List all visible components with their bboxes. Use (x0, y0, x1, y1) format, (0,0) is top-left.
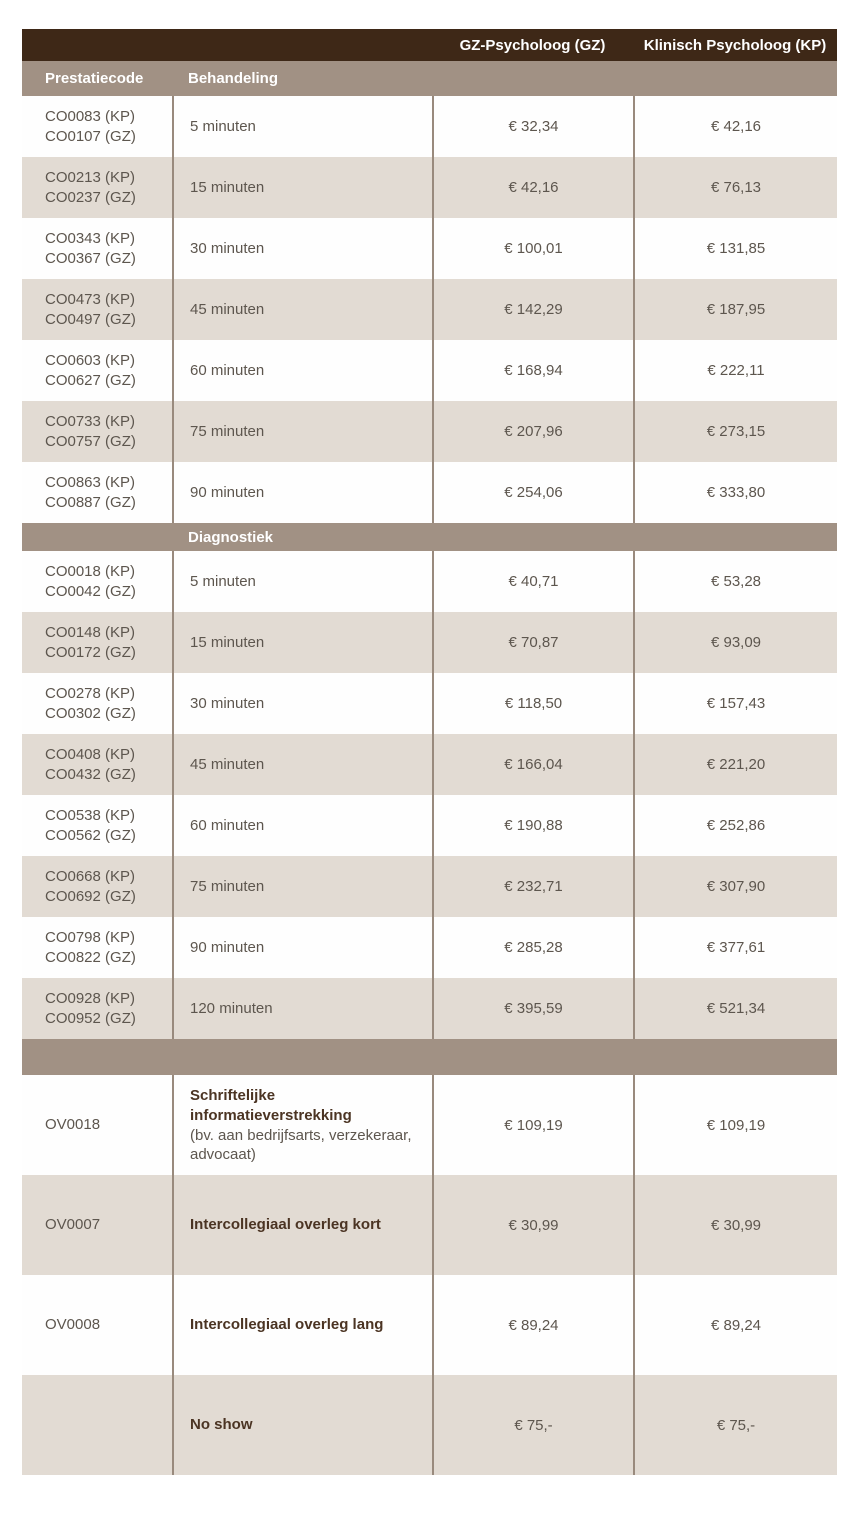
behandeling-cell (172, 157, 432, 218)
prestatiecode-cell (22, 612, 172, 673)
behandeling-label: 30 minuten (190, 239, 265, 257)
prestatiecode-cell (22, 1275, 172, 1375)
prestatiecode-value: CO0733 (KP) (45, 412, 136, 430)
behandeling-cell (172, 673, 432, 734)
prestatiecode-cell (22, 340, 172, 401)
gz-price-cell: € 168,94 (432, 340, 633, 401)
subheader-band (22, 61, 837, 96)
table-row (22, 673, 837, 734)
prestatiecode-value: OV0007 (45, 1216, 101, 1233)
prestatiecode-cell (22, 218, 172, 279)
behandeling-cell (172, 917, 432, 978)
behandeling-cell (172, 1275, 432, 1375)
prestatiecode-cell (22, 917, 172, 978)
kp-price-cell: € 273,15 (633, 401, 837, 462)
behandeling-label: 30 minuten (190, 694, 265, 712)
gz-price-cell: € 254,06 (432, 462, 633, 523)
kp-price-cell: € 93,09 (633, 612, 837, 673)
behandeling-cell (172, 279, 432, 340)
prestatiecode-value: CO0213 (KP) (45, 168, 136, 186)
prestatiecode-value: CO0148 (KP) (45, 623, 136, 641)
table-body (22, 96, 837, 1475)
gz-price-cell: € 100,01 (432, 218, 633, 279)
behandeling-cell (172, 401, 432, 462)
prestatiecode-value: CO0237 (GZ) (45, 188, 136, 206)
table-row (22, 340, 837, 401)
gz-price-cell: € 142,29 (432, 279, 633, 340)
prestatiecode-cell (22, 96, 172, 157)
behandeling-label: 75 minuten (190, 877, 265, 895)
behandeling-cell (172, 1375, 432, 1475)
prestatiecode-value: CO0863 (KP) (45, 473, 136, 491)
prestatiecode-value: CO0278 (KP) (45, 684, 136, 702)
gz-price-cell: € 190,88 (432, 795, 633, 856)
behandeling-sublabel: (bv. aan bedrijfsarts, verzekeraar, advocaat) (190, 1127, 412, 1163)
kp-price-cell: € 377,61 (633, 917, 837, 978)
table-row (22, 551, 837, 612)
prestatiecode-value: CO0408 (KP) (45, 745, 136, 763)
prestatiecode-value: CO0302 (GZ) (45, 704, 136, 722)
behandeling-label: 90 minuten (190, 483, 265, 501)
behandeling-cell (172, 978, 432, 1039)
tariff-table (22, 29, 837, 1475)
behandeling-label: 60 minuten (190, 816, 265, 834)
table-row (22, 218, 837, 279)
behandeling-cell (172, 462, 432, 523)
kp-price-cell: € 187,95 (633, 279, 837, 340)
prestatiecode-cell (22, 401, 172, 462)
gz-price-cell: € 89,24 (432, 1275, 633, 1375)
behandeling-cell (172, 96, 432, 157)
kp-price-cell: € 75,- (633, 1375, 837, 1475)
gz-price-cell: € 75,- (432, 1375, 633, 1475)
behandeling-label: 15 minuten (190, 178, 265, 196)
kp-price-cell: € 42,16 (633, 96, 837, 157)
gz-price-cell: € 232,71 (432, 856, 633, 917)
prestatiecode-cell (22, 1175, 172, 1275)
behandeling-label: 45 minuten (190, 300, 265, 318)
prestatiecode-value: CO0822 (GZ) (45, 948, 136, 966)
kp-price-cell: € 131,85 (633, 218, 837, 279)
behandeling-cell (172, 340, 432, 401)
behandeling-cell (172, 612, 432, 673)
table-row (22, 1275, 837, 1375)
behandeling-label: 15 minuten (190, 633, 265, 651)
table-row (22, 462, 837, 523)
kp-price-cell: € 221,20 (633, 734, 837, 795)
gz-price-cell: € 70,87 (432, 612, 633, 673)
behandeling-label: 75 minuten (190, 422, 265, 440)
prestatiecode-cell (22, 157, 172, 218)
gz-price-cell: € 166,04 (432, 734, 633, 795)
prestatiecode-value: CO0798 (KP) (45, 928, 136, 946)
subheader-prestatiecode-label: Prestatiecode (45, 70, 144, 87)
behandeling-cell (172, 218, 432, 279)
prestatiecode-value: CO0538 (KP) (45, 806, 136, 824)
table-row (22, 856, 837, 917)
section-band-empty (22, 1039, 837, 1075)
behandeling-cell (172, 1075, 432, 1175)
prestatiecode-cell (22, 795, 172, 856)
table-row (22, 401, 837, 462)
gz-price-cell: € 32,34 (432, 96, 633, 157)
kp-price-cell: € 252,86 (633, 795, 837, 856)
prestatiecode-cell (22, 551, 172, 612)
prestatiecode-cell (22, 978, 172, 1039)
prestatiecode-cell (22, 1375, 172, 1475)
section-title-diagnostiek: Diagnostiek (188, 528, 274, 546)
kp-price-cell: € 222,11 (633, 340, 837, 401)
header-gz-psycholoog-label: GZ-Psycholoog (GZ) (459, 36, 606, 54)
behandeling-label: Schriftelijke informatieverstrekking (190, 1087, 352, 1124)
header-klinisch-psycholoog-label: Klinisch Psycholoog (KP) (643, 36, 827, 54)
prestatiecode-cell (22, 856, 172, 917)
gz-price-cell: € 395,59 (432, 978, 633, 1039)
prestatiecode-cell (22, 462, 172, 523)
prestatiecode-value: CO0562 (GZ) (45, 826, 136, 844)
subheader-behandeling-label: Behandeling (188, 70, 279, 87)
table-row (22, 96, 837, 157)
section-band-diagnostiek (22, 523, 837, 551)
prestatiecode-value: CO0042 (GZ) (45, 582, 136, 600)
table-row (22, 734, 837, 795)
prestatiecode-value: CO0497 (GZ) (45, 310, 136, 328)
behandeling-label: 60 minuten (190, 361, 265, 379)
table-row (22, 1375, 837, 1475)
prestatiecode-cell (22, 673, 172, 734)
behandeling-label: 45 minuten (190, 755, 265, 773)
kp-price-cell: € 333,80 (633, 462, 837, 523)
kp-price-cell: € 30,99 (633, 1175, 837, 1275)
behandeling-label: No show (190, 1416, 253, 1433)
behandeling-label: 5 minuten (190, 117, 256, 135)
behandeling-cell (172, 795, 432, 856)
behandeling-label: 120 minuten (190, 999, 273, 1017)
prestatiecode-value: CO0952 (GZ) (45, 1009, 136, 1027)
gz-price-cell: € 285,28 (432, 917, 633, 978)
table-row (22, 157, 837, 218)
behandeling-cell (172, 734, 432, 795)
prestatiecode-value: CO0627 (GZ) (45, 371, 136, 389)
prestatiecode-value: CO0107 (GZ) (45, 127, 136, 145)
gz-price-cell: € 40,71 (432, 551, 633, 612)
behandeling-label: Intercollegiaal overleg lang (190, 1316, 384, 1333)
table-row (22, 1075, 837, 1175)
prestatiecode-value: CO0757 (GZ) (45, 432, 136, 450)
prestatiecode-value: CO0367 (GZ) (45, 249, 136, 267)
kp-price-cell: € 89,24 (633, 1275, 837, 1375)
kp-price-cell: € 157,43 (633, 673, 837, 734)
behandeling-cell (172, 856, 432, 917)
prestatiecode-cell (22, 1075, 172, 1175)
kp-price-cell: € 307,90 (633, 856, 837, 917)
prestatiecode-value: CO0603 (KP) (45, 351, 136, 369)
kp-price-cell: € 521,34 (633, 978, 837, 1039)
prestatiecode-value: CO0083 (KP) (45, 107, 136, 125)
behandeling-cell (172, 1175, 432, 1275)
behandeling-label: Intercollegiaal overleg kort (190, 1216, 381, 1233)
table-row (22, 279, 837, 340)
kp-price-cell: € 76,13 (633, 157, 837, 218)
table-row (22, 1175, 837, 1275)
prestatiecode-value: CO0887 (GZ) (45, 493, 136, 511)
gz-price-cell: € 109,19 (432, 1075, 633, 1175)
prestatiecode-value: CO0473 (KP) (45, 290, 136, 308)
prestatiecode-value: CO0692 (GZ) (45, 887, 136, 905)
prestatiecode-value: CO0172 (GZ) (45, 643, 136, 661)
prestatiecode-value: CO0432 (GZ) (45, 765, 136, 783)
table-row (22, 612, 837, 673)
behandeling-label: 90 minuten (190, 938, 265, 956)
table-row (22, 917, 837, 978)
gz-price-cell: € 118,50 (432, 673, 633, 734)
table-row (22, 978, 837, 1039)
prestatiecode-value: CO0343 (KP) (45, 229, 136, 247)
prestatiecode-value: CO0018 (KP) (45, 562, 136, 580)
kp-price-cell: € 109,19 (633, 1075, 837, 1175)
gz-price-cell: € 42,16 (432, 157, 633, 218)
prestatiecode-cell (22, 279, 172, 340)
behandeling-cell (172, 551, 432, 612)
behandeling-label: 5 minuten (190, 572, 256, 590)
gz-price-cell: € 207,96 (432, 401, 633, 462)
prestatiecode-value: CO0928 (KP) (45, 989, 136, 1007)
prestatiecode-value: OV0008 (45, 1316, 101, 1333)
table-header-row (22, 29, 837, 61)
table-row (22, 795, 837, 856)
kp-price-cell: € 53,28 (633, 551, 837, 612)
gz-price-cell: € 30,99 (432, 1175, 633, 1275)
prestatiecode-cell (22, 734, 172, 795)
prestatiecode-value: OV0018 (45, 1116, 101, 1133)
prestatiecode-value: CO0668 (KP) (45, 867, 136, 885)
